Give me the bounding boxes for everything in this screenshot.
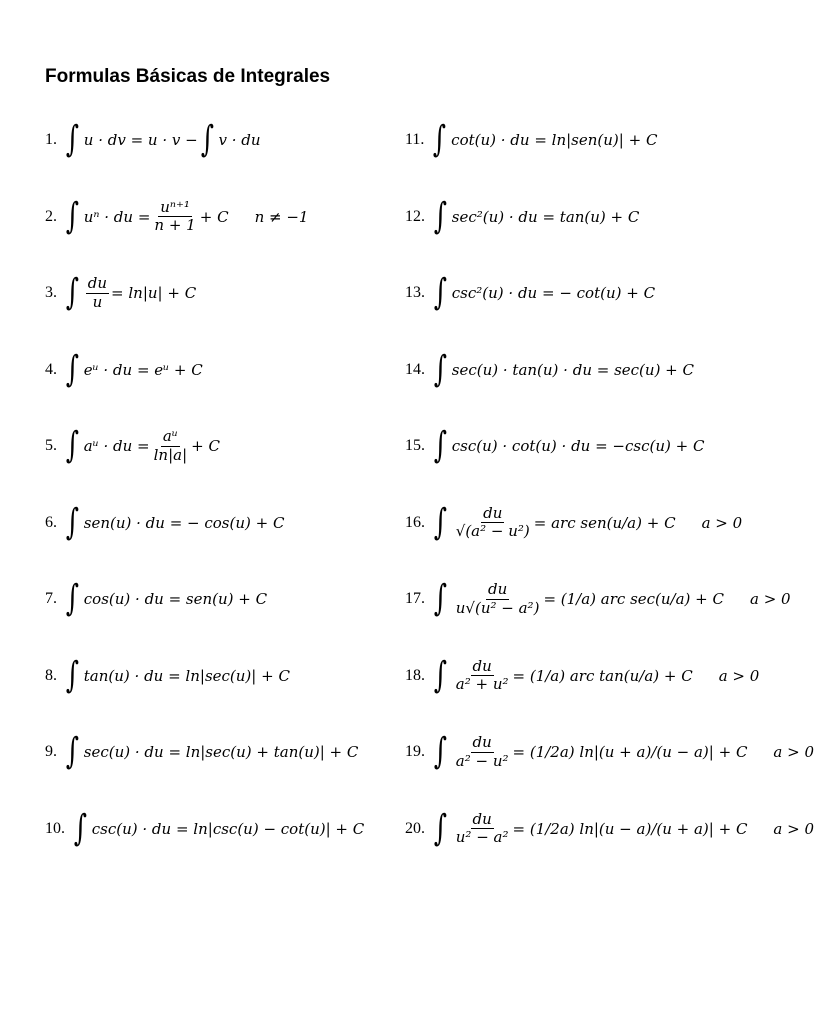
fraction-denominator: √(a² − u²)	[455, 522, 530, 540]
formula-condition: a > 0	[750, 590, 791, 608]
formula-rhs: = (1/2a) ln|(u + a)/(u − a)| + C	[512, 743, 748, 761]
integral-sign-icon: ∫	[200, 119, 214, 160]
fraction-denominator: n + 1	[154, 216, 196, 234]
formula-4	[45, 340, 203, 400]
integral-sign-icon: ∫	[65, 425, 79, 466]
formula-number: 17.	[405, 590, 425, 607]
formula-15	[405, 416, 704, 476]
formula-number: 2.	[45, 207, 57, 225]
formula-lhs: sec(u) · tan(u) · du = sec(u) + C	[451, 360, 694, 379]
formula-lhs: sec²(u) · du = tan(u) + C	[451, 207, 640, 226]
formula-1	[45, 110, 261, 170]
integral-sign-icon: ∫	[65, 195, 79, 237]
formula-lhs: u · dv = u · v −	[83, 131, 198, 149]
formula-12	[405, 187, 639, 247]
formula-rhs: = (1/a) arc tan(u/a) + C	[512, 666, 693, 685]
fraction-denominator: u√(u² − a²)	[455, 598, 540, 617]
fraction	[454, 811, 511, 847]
fraction-numerator: aᵘ	[162, 427, 178, 446]
fraction	[454, 581, 542, 617]
formula-lhs: uⁿ · du =	[83, 207, 151, 226]
fraction-numerator: du	[483, 503, 503, 522]
formula-rhs: + C	[191, 437, 220, 455]
formula-13	[405, 263, 655, 323]
formula-number: 6.	[45, 513, 57, 531]
fraction-denominator: ln|a|	[153, 445, 188, 464]
formula-lhs: csc(u) · du = ln|csc(u) − cot(u)| + C	[91, 819, 365, 838]
fraction-numerator: du	[472, 656, 492, 675]
formula-condition: a > 0	[718, 666, 760, 685]
integral-sign-icon: ∫	[73, 807, 87, 849]
formula-8	[45, 646, 290, 706]
formula-rhs: = ln|u| + C	[111, 284, 197, 302]
formula-number: 9.	[45, 743, 57, 760]
formula-number: 3.	[45, 284, 57, 301]
formula-lhs: sec(u) · du = ln|sec(u) + tan(u)| + C	[83, 743, 359, 761]
fraction-denominator: a² + u²	[455, 675, 509, 693]
formula-19	[405, 722, 814, 782]
fraction-numerator: uⁿ⁺¹	[160, 197, 190, 216]
fraction-denominator: a² − u²	[455, 751, 509, 770]
fraction-numerator: du	[472, 733, 492, 752]
integral-sign-icon: ∫	[433, 578, 447, 619]
formula-number: 8.	[45, 666, 57, 684]
integral-sign-icon: ∫	[433, 807, 447, 849]
fraction-numerator: du	[87, 274, 108, 293]
formula-number: 18.	[405, 666, 425, 684]
formula-number: 7.	[45, 590, 57, 607]
formula-number: 11.	[405, 131, 425, 148]
integral-sign-icon: ∫	[433, 731, 447, 772]
integral-sign-icon: ∫	[433, 195, 447, 237]
fraction-denominator: u² − a²	[455, 828, 509, 846]
formula-rhs: = arc sen(u/a) + C	[533, 513, 676, 532]
fraction	[152, 199, 197, 235]
formula-lhs: cot(u) · du = ln|sen(u)| + C	[451, 131, 658, 149]
integral-sign-icon: ∫	[433, 654, 447, 696]
formula-number: 19.	[405, 743, 425, 760]
formula-lhs: sen(u) · du = − cos(u) + C	[83, 513, 285, 532]
formula-11	[405, 110, 657, 170]
formula-rhs: = (1/2a) ln|(u − a)/(u + a)| + C	[512, 819, 748, 838]
formula-5	[45, 416, 220, 476]
integral-sign-icon: ∫	[65, 501, 79, 543]
formula-rhs: + C	[199, 207, 229, 226]
formula-rhs: = (1/a) arc sec(u/a) + C	[543, 590, 724, 608]
fraction-denominator: u	[92, 292, 103, 311]
formula-lhs: cos(u) · du = sen(u) + C	[83, 590, 268, 608]
fraction	[454, 734, 511, 770]
formula-number: 1.	[45, 131, 57, 148]
integral-sign-icon: ∫	[65, 578, 79, 619]
integral-sign-icon: ∫	[433, 119, 447, 160]
formula-number: 4.	[45, 360, 57, 378]
formula-10	[45, 799, 364, 859]
formula-lhs: aᵘ · du =	[83, 437, 150, 455]
formula-9	[45, 722, 358, 782]
fraction-numerator: du	[472, 809, 492, 828]
integral-sign-icon: ∫	[65, 731, 79, 772]
formula-number: 12.	[405, 207, 425, 225]
formula-2	[45, 187, 308, 247]
formula-6	[45, 493, 284, 553]
formula-number: 10.	[45, 819, 65, 837]
formula-condition: a > 0	[701, 513, 743, 532]
fraction	[152, 428, 190, 464]
page-title: Formulas Básicas de Integrales	[45, 66, 331, 87]
formula-number: 20.	[405, 819, 425, 837]
integral-sign-icon: ∫	[433, 348, 447, 390]
integral-sign-icon: ∫	[433, 501, 447, 543]
fraction	[86, 275, 109, 311]
fraction-numerator: du	[487, 580, 508, 599]
fraction	[454, 658, 511, 694]
integral-sign-icon: ∫	[65, 272, 79, 313]
formula-18	[405, 646, 759, 706]
formula-3	[45, 263, 196, 323]
formula-14	[405, 340, 694, 400]
integral-sign-icon: ∫	[433, 425, 447, 466]
fraction	[454, 505, 532, 541]
formula-16	[405, 493, 742, 553]
formula-number: 14.	[405, 360, 425, 378]
formula-lhs: csc(u) · cot(u) · du = −csc(u) + C	[451, 437, 705, 455]
formula-number: 16.	[405, 513, 425, 531]
formula-number: 15.	[405, 437, 425, 454]
integral-sign-icon: ∫	[65, 119, 79, 160]
formula-condition: a > 0	[773, 819, 814, 838]
formula-17	[405, 569, 791, 629]
formula-number: 13.	[405, 284, 425, 301]
integral-sign-icon: ∫	[65, 654, 79, 696]
formula-lhs: csc²(u) · du = − cot(u) + C	[451, 284, 656, 302]
integral-sign-icon: ∫	[65, 348, 79, 390]
formula-condition: n ≠ −1	[254, 207, 309, 226]
formula-7	[45, 569, 267, 629]
formula-condition: a > 0	[773, 743, 814, 761]
formula-20	[405, 799, 814, 859]
formula-lhs: eᵘ · du = eᵘ + C	[83, 360, 203, 379]
formula-lhs: tan(u) · du = ln|sec(u)| + C	[83, 666, 290, 685]
formula-rhs: v · du	[218, 131, 261, 149]
integral-sign-icon: ∫	[433, 272, 447, 313]
formula-number: 5.	[45, 437, 57, 454]
